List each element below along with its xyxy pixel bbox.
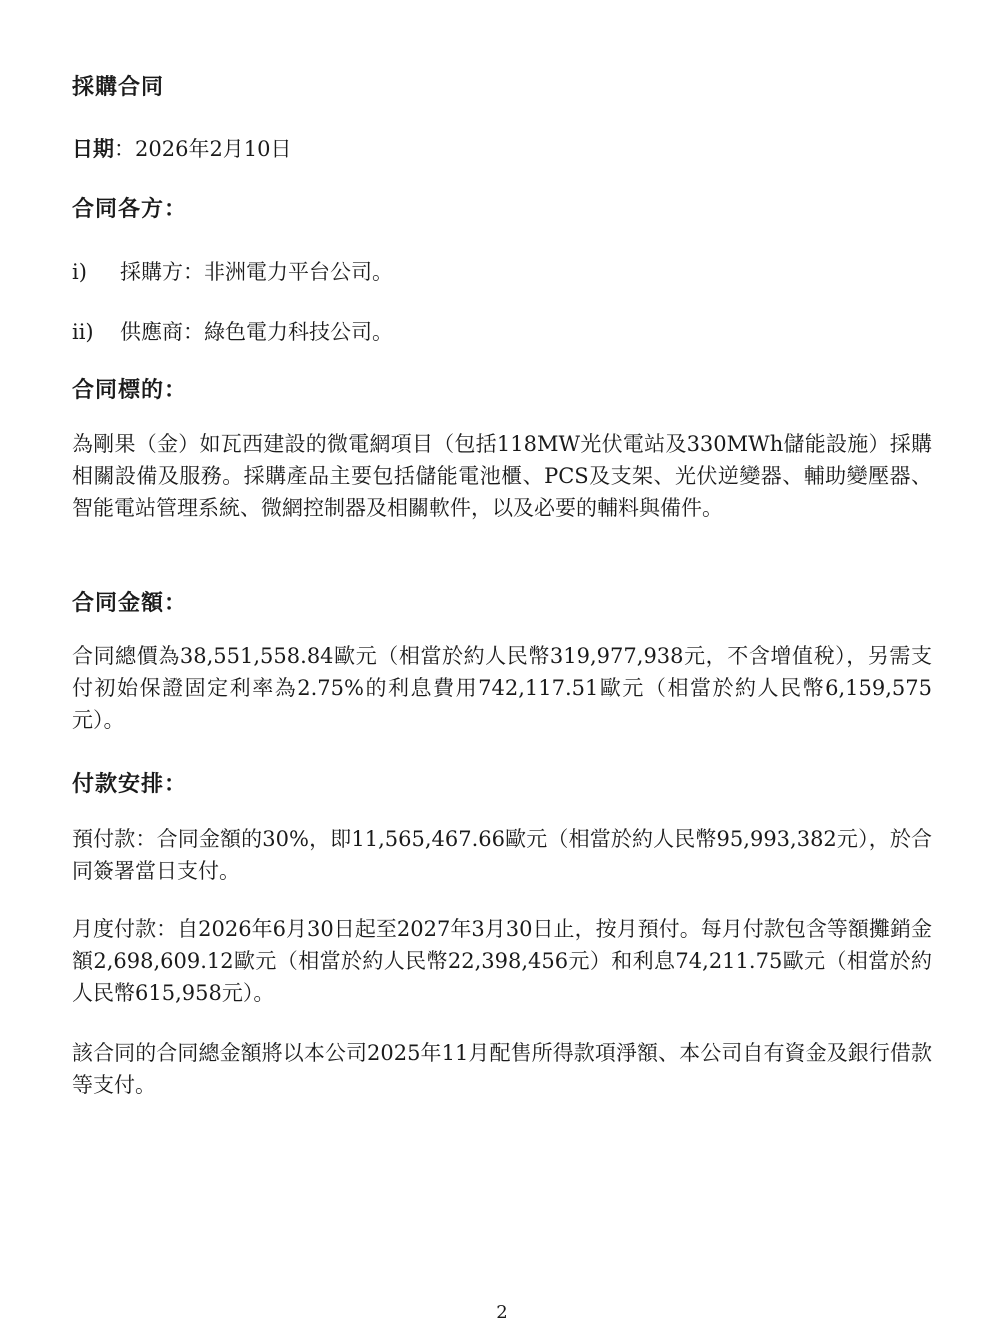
party-number: ii) <box>72 320 94 344</box>
funding-paragraph: 該合同的合同總金額將以本公司2025年11月配售所得款項淨額、本公司自有資金及銀行借款等支付。 <box>72 1041 932 1097</box>
party-item-supplier <box>72 316 393 346</box>
date-line <box>72 133 292 163</box>
party-number: i) <box>72 260 87 284</box>
document-page <box>72 0 932 1333</box>
page-number: 2 <box>496 1302 508 1323</box>
amount-heading: 合同金額： <box>72 591 188 616</box>
amount-paragraph: 合同總價為38,551,558.84歐元（相當於約人民幣319,977,938元，不含增值稅），另需支付初始保證固定利率為2.75%的利息費用742,117.51歐元（相當於約人民幣6,159,575元）。 <box>72 644 932 732</box>
party-text: 採購方：非洲電力平台公司。 <box>120 260 393 284</box>
monthly-payment-paragraph: 月度付款：自2026年6月30日起至2027年3月30日止，按月預付。每月付款包含等額攤銷金額2,698,609.12歐元（相當於約人民幣22,398,456元）和利息74,211.75歐元（相當於約人民幣615,958元）。 <box>72 917 932 1005</box>
payment-heading: 付款安排： <box>72 772 188 797</box>
prepayment-paragraph: 預付款：合同金額的30%，即11,565,467.66歐元（相當於約人民幣95,993,382元），於合同簽署當日支付。 <box>72 827 932 883</box>
party-item-purchaser <box>72 256 393 286</box>
date-label: 日期 <box>72 137 114 161</box>
parties-heading: 合同各方： <box>72 197 188 222</box>
date-value: ：2026年2月10日 <box>114 137 292 161</box>
subject-paragraph: 為剛果（金）如瓦西建設的微電網項目（包括118MW光伏電站及330MWh儲能設施）採購相關設備及服務。採購產品主要包括儲能電池櫃、PCS及支架、光伏逆變器、輔助變壓器、智能電站管理系統、微網控制器及相關軟件，以及必要的輔料與備件。 <box>72 432 932 520</box>
document-title: 採購合同 <box>72 75 165 100</box>
subject-heading: 合同標的： <box>72 378 188 403</box>
party-text: 供應商：綠色電力科技公司。 <box>120 320 393 344</box>
